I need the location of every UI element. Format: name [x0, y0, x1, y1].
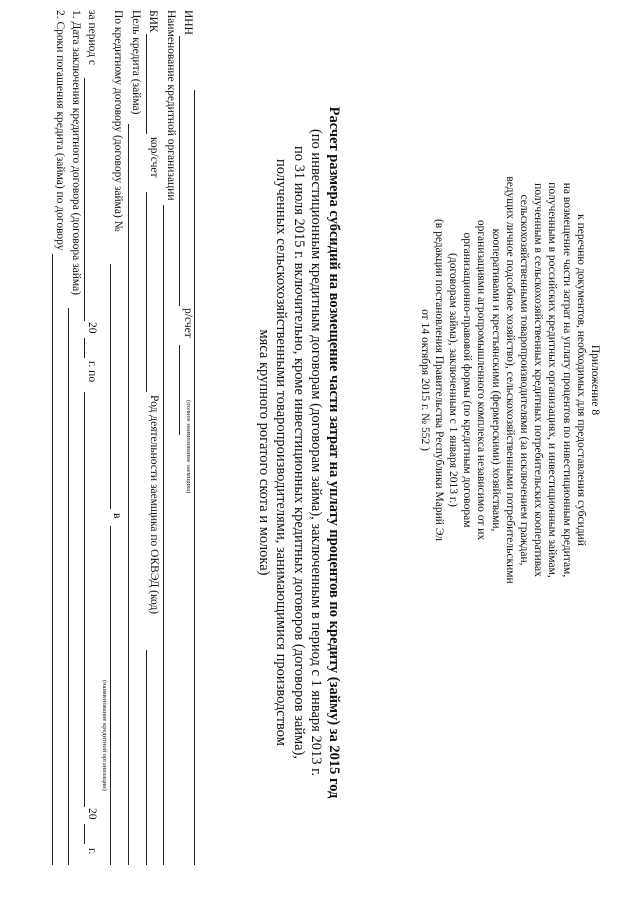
period-to-field[interactable] [84, 392, 85, 807]
appendix-line: полученным в сельскохозяйственных кредитных потребительских кооперативах [532, 183, 545, 577]
purpose-label: Цель кредита (займа) [130, 10, 142, 115]
contract-no-field[interactable] [110, 264, 111, 509]
bank-name-field[interactable] [163, 205, 164, 865]
appendix-line: организационно-правовой формы (по кредитным договорам [461, 232, 474, 528]
title-bold-line: Расчет размера субсидий на возмещение части затрат на уплату процентов по кредиту (займу) за 2015 год [326, 106, 342, 799]
appendix-line: от 14 октября 2015 г. № 552 ) [418, 309, 431, 451]
title-line: (по инвестиционным кредитным договорам (договорам займа), заключенным в период с 1 января 2013 г. [308, 128, 325, 777]
year-suffix: г. [86, 848, 98, 855]
inn-field[interactable] [179, 36, 180, 306]
document-title [255, 50, 343, 855]
title-line: полученных сельскохозяйственными товаропроизводителями, занимающимися производством [273, 159, 290, 746]
corr-account-label: кор/счет [148, 137, 160, 178]
borrower-name-field[interactable] [194, 90, 195, 865]
appendix-line: Приложение 8 [589, 344, 601, 416]
account-field[interactable] [179, 345, 180, 435]
borrower-caption: (полное наименование заемщика) [185, 400, 192, 494]
okved-field[interactable] [146, 650, 147, 865]
bank-field[interactable] [110, 526, 111, 865]
appendix-line: (в редакции постановления Правительства Республики Марий Эл [432, 218, 445, 542]
corr-account-field[interactable] [146, 192, 147, 392]
title-line: мяса крупного рогатого скота и молока) [256, 329, 272, 576]
year-2-field[interactable] [84, 824, 85, 844]
bank-caption: (наименование кредитной организации) [101, 680, 108, 791]
bank-name-label: Наименование кредитной организации [165, 10, 177, 201]
to-label: г. по [86, 361, 98, 383]
bik-field[interactable] [146, 34, 147, 134]
period-from-label: за период с [86, 10, 98, 65]
okved-label: Род деятельности заемщика по ОКВЭД (код) [148, 395, 160, 615]
item-2-field[interactable] [52, 254, 53, 865]
item-1-label: 1. Дата заключения кредитного договора (договора займа) [70, 10, 82, 296]
year-1-field[interactable] [84, 338, 85, 358]
year-prefix-1: 20 [86, 322, 98, 334]
appendix-line: на возмещение части затрат на уплату процентов по инвестиционным кредитам, [560, 182, 573, 578]
inn-label: ИНН [182, 10, 194, 35]
appendix-line: сельскохозяйственными товаропроизводителями (за исключением граждан, [517, 194, 530, 566]
purpose-field[interactable] [128, 124, 129, 865]
title-line: по 31 июля 2015 г. включительно, кроме инвестиционных кредитных договоров (договоров займа), [291, 145, 307, 760]
appendix-line: (договорам займа), заключенным с 1 января 2013 г.) [446, 253, 459, 507]
appendix-line: ведущих личное подсобное хозяйство), сельскохозяйственными потребительскими [503, 176, 516, 584]
contract-no-label: По кредитному договору (договору займа) № [112, 10, 124, 232]
item-1-field[interactable] [68, 308, 69, 865]
appendix-line: организациями агропромышленного комплекса независимо от их [475, 219, 488, 541]
appendix-line: полученным в российских кредитных организациях, и инвестиционным займам, [546, 182, 559, 578]
appendix-line: кооперативами и крестьянскими (фермерскими) хозяйствами, [489, 228, 502, 532]
account-label: р/счет [182, 308, 194, 338]
subsidy-form [0, 0, 200, 905]
item-2-label: 2. Сроки погашения кредита (займа) по договору [54, 10, 66, 251]
appendix-line: к перечню документов, необходимых для предоставления субсидий [574, 214, 587, 546]
period-from-field[interactable] [84, 78, 85, 321]
year-prefix-2: 20 [86, 808, 98, 820]
appendix-header [417, 120, 602, 640]
in-label: в [111, 513, 123, 519]
bik-label: БИК [147, 10, 159, 33]
